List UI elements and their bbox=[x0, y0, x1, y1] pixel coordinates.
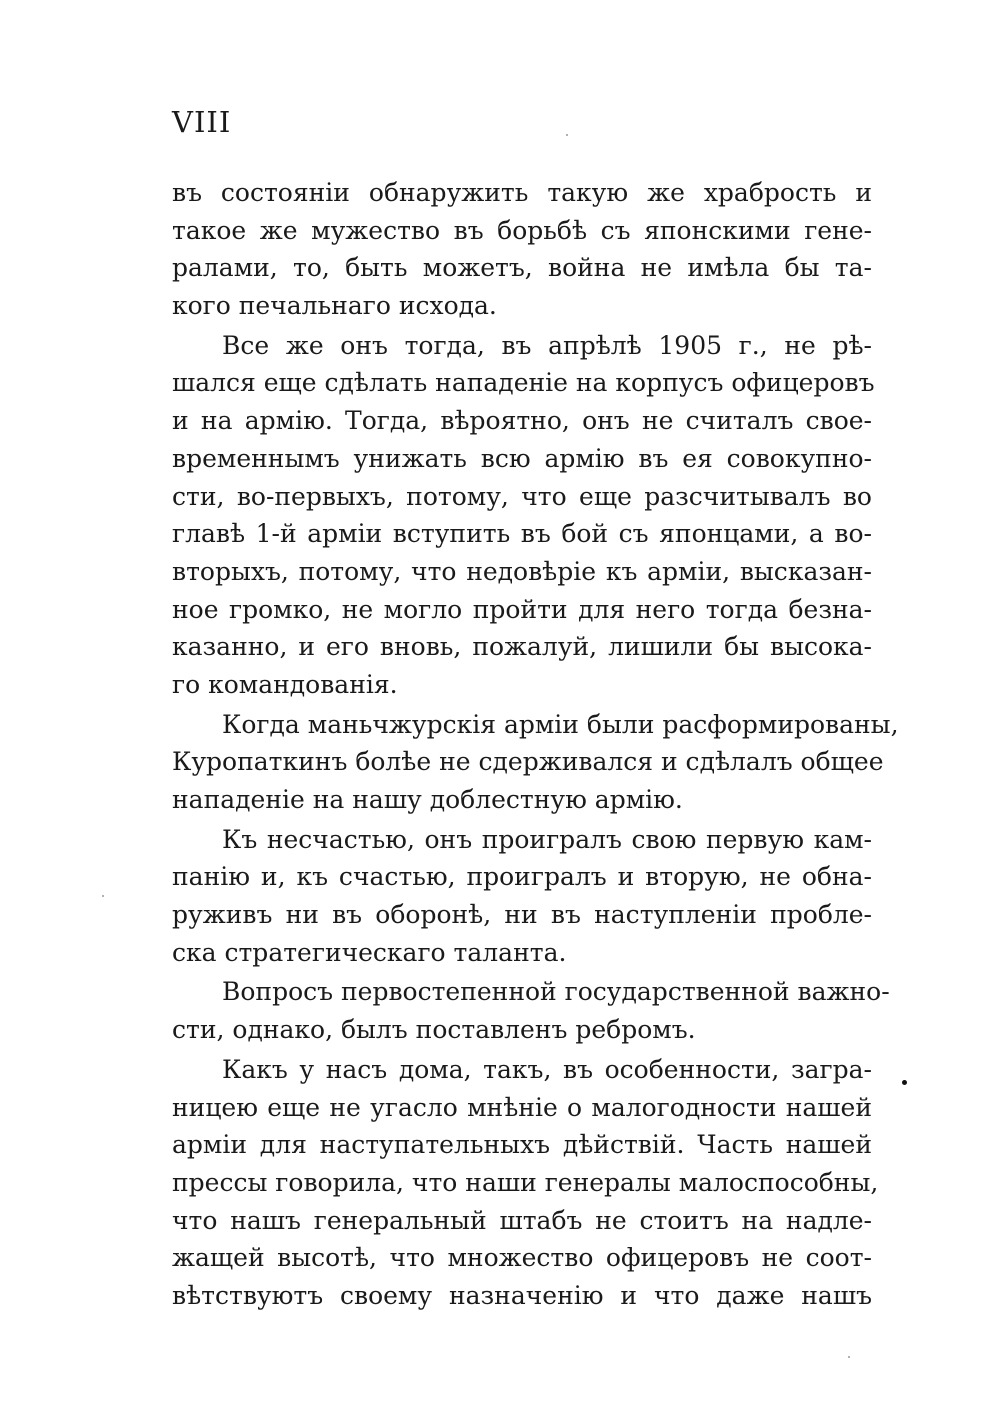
text-line: Какъ у насъ дома, такъ, въ особенности, загра- bbox=[222, 1054, 872, 1084]
text-line: вѣтствуютъ своему назначенію и что даже нашъ bbox=[172, 1280, 872, 1310]
text-line: ралами, то, быть можетъ, война не имѣла бы та- bbox=[172, 253, 872, 283]
text-line: нападеніе на нашу доблестную армію. bbox=[172, 785, 683, 814]
text-line: вторыхъ, потому, что недовѣріе къ арміи, высказан- bbox=[172, 556, 872, 586]
text-line: ницею еще не угасло мнѣніе о малогодности нашей bbox=[172, 1092, 872, 1122]
text-line: Къ несчастью, онъ проигралъ свою первую кам- bbox=[222, 824, 872, 854]
paragraph bbox=[172, 327, 875, 704]
text-line: кого печальнаго исхода. bbox=[172, 291, 497, 321]
text-line: въ состояніи обнаружить такую же храбрость и bbox=[172, 178, 872, 207]
text-line: сти, однако, былъ поставленъ ребромъ. bbox=[172, 1015, 696, 1045]
scan-dot bbox=[848, 1356, 850, 1358]
paragraph bbox=[172, 706, 899, 819]
text-line: казанно, и его вновь, пожалуй, лишили бы высока- bbox=[172, 632, 872, 662]
text-line: го командованія. bbox=[172, 669, 398, 699]
text-line: ска стратегическаго таланта. bbox=[172, 937, 567, 967]
paragraph bbox=[172, 973, 890, 1048]
text-line: временнымъ унижать всю армію въ ея совокупно- bbox=[172, 443, 872, 473]
text-line: главѣ 1-й арміи вступить въ бой съ японцами, а во- bbox=[172, 519, 872, 549]
text-line: Куропаткинъ болѣе не сдерживался и сдѣлалъ общее bbox=[172, 747, 884, 777]
scan-dot bbox=[102, 895, 104, 897]
text-line: ное громко, не могло пройти для него тогда безна- bbox=[172, 594, 872, 624]
page-number: VIII bbox=[172, 105, 232, 139]
paragraph bbox=[172, 821, 872, 972]
ink-speck bbox=[902, 1080, 907, 1085]
text-line: Все же онъ тогда, въ апрѣлѣ 1905 г., не рѣ- bbox=[222, 330, 872, 360]
body-text bbox=[172, 174, 899, 1315]
text-line: панію и, къ счастью, проигралъ и вторую, не обна- bbox=[172, 862, 872, 892]
text-line: такое же мужество въ борьбѣ съ японскими гене- bbox=[172, 215, 872, 245]
paragraph bbox=[172, 1051, 879, 1315]
text-line: сти, во-первыхъ, потому, что еще разсчитывалъ во bbox=[172, 481, 872, 511]
text-line: Вопросъ первостепенной государственной важно- bbox=[222, 977, 890, 1007]
scan-dot bbox=[566, 134, 568, 136]
text-line: Когда маньчжурскія арміи были расформированы, bbox=[222, 709, 899, 739]
text-line: шался еще сдѣлать нападеніе на корпусъ офицеровъ bbox=[172, 368, 875, 398]
text-line: арміи для наступательныхъ дѣйствій. Часть нашей bbox=[172, 1130, 872, 1160]
text-line: прессы говорила, что наши генералы малоспособны, bbox=[172, 1167, 879, 1197]
text-line: жащей высотѣ, что множество офицеровъ не соот- bbox=[172, 1243, 872, 1273]
paragraph bbox=[172, 174, 872, 325]
text-line: руживъ ни въ оборонѣ, ни въ наступленіи пробле- bbox=[172, 900, 872, 930]
text-line: и на армію. Тогда, вѣроятно, онъ не считалъ свое- bbox=[172, 406, 872, 436]
text-line: что нашъ генеральный штабъ не стоитъ на надле- bbox=[172, 1205, 872, 1235]
